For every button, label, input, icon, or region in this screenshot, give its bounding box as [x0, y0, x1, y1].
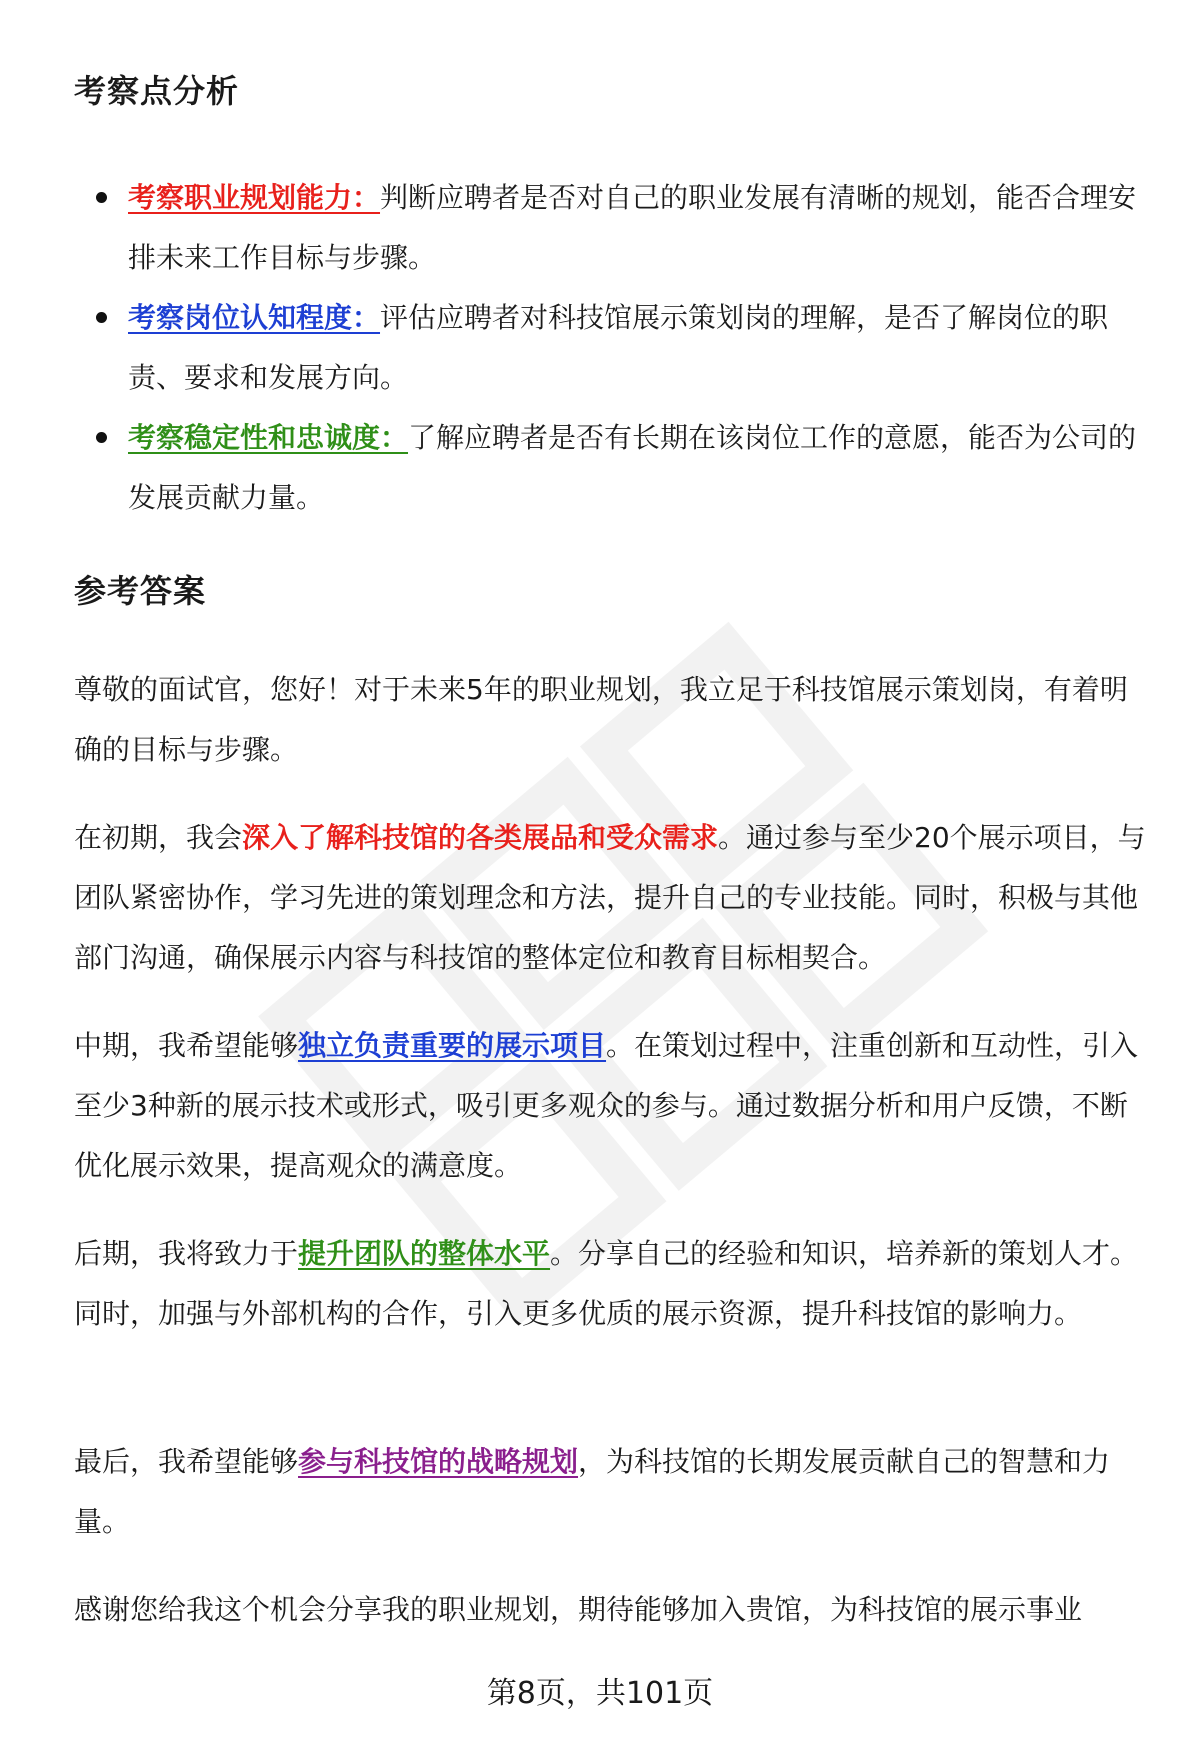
- bullet-dot-icon: [96, 192, 107, 203]
- answer-paragraph-final: [74, 1432, 1154, 1552]
- answer-paragraph-mid: [74, 1016, 1154, 1196]
- highlight-text: 独立负责重要的展示项目: [298, 1029, 607, 1062]
- page-number: 第8页，共101页: [486, 1676, 714, 1711]
- bullet-keyword: 考察岗位认知程度：: [128, 301, 381, 334]
- highlight-text: 提升团队的整体水平: [298, 1237, 551, 1270]
- paragraph-text: 后期，我将致力于: [74, 1237, 299, 1270]
- paragraph-text: 。在策划过程中，注重创新和互动性，引入至少3种新的展示技术或形式，吸引更多观众的参与。通过数据分析和用户反馈，不断优化展示效果，提高观众的满意度。: [74, 1029, 1139, 1182]
- paragraph-text: 在初期，我会: [74, 821, 243, 854]
- paragraph-text: 中期，我希望能够: [74, 1029, 299, 1062]
- bullet-dot-icon: [96, 312, 107, 323]
- bullet-text: 了解应聘者是否有长期在该岗位工作的意愿，能否为公司的发展贡献力量。: [128, 421, 1137, 514]
- bullet-text: 评估应聘者对科技馆展示策划岗的理解，是否了解岗位的职责、要求和发展方向。: [128, 301, 1109, 394]
- answer-paragraph-early: [74, 808, 1154, 988]
- bullet-text: 判断应聘者是否对自己的职业发展有清晰的规划，能否合理安排未来工作目标与步骤。: [128, 181, 1137, 274]
- highlight-text: 参与科技馆的战略规划: [298, 1445, 579, 1478]
- highlight-text: 深入了解科技馆的各类展品和受众需求: [242, 821, 719, 854]
- section-title-answer: 参考答案: [74, 572, 207, 610]
- paragraph-text: 。通过参与至少20个展示项目，与团队紧密协作，学习先进的策划理念和方法，提升自己的专业技能。同时，积极与其他部门沟通，确保展示内容与科技馆的整体定位和教育目标相契合。: [74, 821, 1146, 974]
- bullet-item: [74, 168, 1154, 288]
- bullet-keyword: 考察稳定性和忠诚度：: [128, 421, 409, 454]
- bullet-item: [74, 288, 1154, 408]
- section-title-analysis: 考察点分析: [74, 72, 240, 110]
- paragraph-text: ，为科技馆的长期发展贡献自己的智慧和力量。: [74, 1445, 1111, 1538]
- bullet-dot-icon: [96, 432, 107, 443]
- bullet-item: [74, 408, 1154, 528]
- paragraph-text: 最后，我希望能够: [74, 1445, 299, 1478]
- paragraph-text: 。分享自己的经验和知识，培养新的策划人才。同时，加强与外部机构的合作，引入更多优质的展示资源，提升科技馆的影响力。: [74, 1237, 1139, 1330]
- analysis-bullet-list: [74, 168, 1154, 528]
- answer-paragraph-late: [74, 1224, 1154, 1344]
- answer-paragraph-intro: 尊敬的面试官，您好！对于未来5年的职业规划，我立足于科技馆展示策划岗，有着明确的目标与步骤。: [74, 673, 1128, 766]
- bullet-keyword: 考察职业规划能力：: [128, 181, 381, 214]
- answer-paragraph-thanks: 感谢您给我这个机会分享我的职业规划，期待能够加入贵馆，为科技馆的展示事业: [74, 1593, 1083, 1626]
